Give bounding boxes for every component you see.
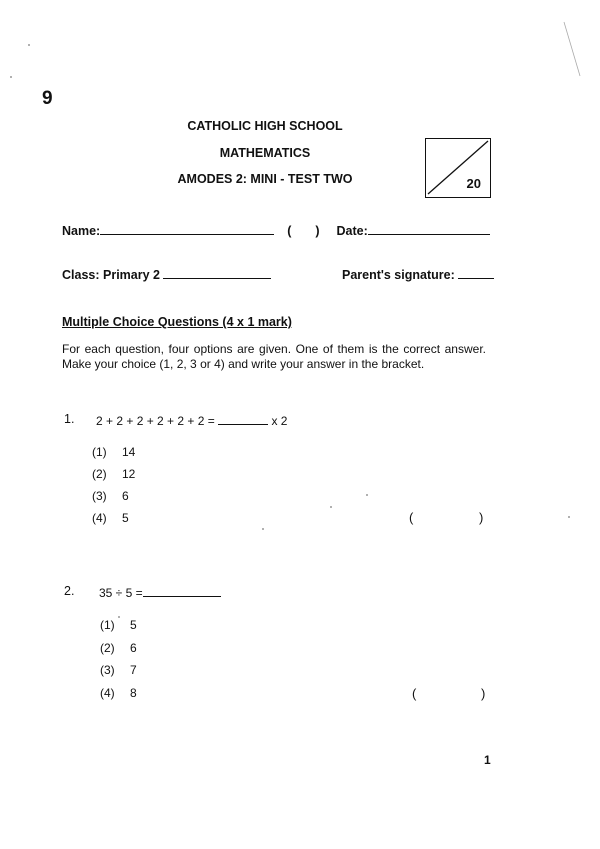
index-paren-open: ( (287, 224, 292, 238)
scan-speck (366, 494, 368, 496)
class-label: Class: Primary 2 (62, 268, 160, 282)
question-2-option-1[interactable] (100, 618, 137, 632)
scan-mark (560, 20, 590, 80)
option-value: 14 (122, 445, 136, 459)
index-paren-close: ) (315, 224, 320, 238)
option-number: (1) (100, 618, 115, 632)
scan-speck (262, 528, 264, 530)
scan-speck (10, 76, 12, 78)
question-1-answer-close: ) (479, 510, 484, 525)
name-blank[interactable] (100, 222, 274, 235)
parent-signature-blank[interactable] (458, 266, 494, 279)
question-2-answer-open: ( (412, 686, 417, 701)
option-number: (4) (92, 511, 107, 525)
question-1-option-1[interactable] (92, 445, 135, 459)
question-1-answer-open: ( (409, 510, 414, 525)
question-2-option-4[interactable] (100, 686, 137, 700)
question-2-text (99, 584, 221, 600)
school-name: CATHOLIC HIGH SCHOOL (187, 119, 343, 133)
page-marker: 9 (42, 88, 53, 109)
score-box (425, 138, 491, 198)
option-value: 6 (122, 489, 129, 503)
question-2-option-3[interactable] (100, 663, 137, 677)
option-number: (3) (100, 663, 115, 677)
question-2-expression: 35 ÷ 5 = (99, 586, 143, 600)
scan-speck (28, 44, 30, 46)
option-value: 7 (130, 663, 137, 677)
question-2-blank[interactable] (143, 584, 221, 597)
option-number: (4) (100, 686, 115, 700)
question-1-expression: 2 + 2 + 2 + 2 + 2 + 2 = (96, 414, 215, 428)
question-2-answer-close: ) (481, 686, 486, 701)
parent-signature-label: Parent's signature: (342, 268, 455, 282)
scan-speck (568, 516, 570, 518)
class-blank[interactable] (163, 266, 271, 279)
question-1-answer-blank[interactable] (420, 508, 476, 526)
question-1-text (96, 412, 287, 428)
name-label: Name: (62, 224, 101, 238)
date-label: Date: (336, 224, 368, 238)
question-1-number: 1. (64, 412, 75, 426)
instructions: For each question, four options are given. One of them is the correct answer. Make your choice (1, 2, 3 or 4) and write your answer in the bracket. (62, 342, 486, 371)
question-1-option-2[interactable] (92, 467, 135, 481)
option-value: 12 (122, 467, 136, 481)
option-value: 5 (122, 511, 129, 525)
option-number: (3) (92, 489, 107, 503)
scan-speck (330, 506, 332, 508)
parent-signature-row (342, 266, 494, 282)
question-1-multiplier: x 2 (271, 414, 288, 428)
date-blank[interactable] (368, 222, 490, 235)
question-1-blank[interactable] (218, 412, 268, 425)
option-value: 8 (130, 686, 137, 700)
question-1-option-4[interactable] (92, 511, 129, 525)
name-date-row (62, 222, 490, 238)
option-value: 5 (130, 618, 137, 632)
question-2-option-2[interactable] (100, 641, 137, 655)
question-1-option-3[interactable] (92, 489, 129, 503)
question-2-number: 2. (64, 584, 75, 598)
option-number: (2) (100, 641, 115, 655)
class-row (62, 266, 271, 282)
score-total: 20 (466, 176, 481, 191)
section-title: Multiple Choice Questions (4 x 1 mark) (62, 315, 292, 329)
option-number: (2) (92, 467, 107, 481)
option-value: 6 (130, 641, 137, 655)
question-2-answer-blank[interactable] (423, 684, 479, 702)
page-number: 1 (484, 753, 491, 767)
subject-title: MATHEMATICS (219, 146, 311, 160)
option-number: (1) (92, 445, 107, 459)
test-title: AMODES 2: MINI - TEST TWO (177, 172, 353, 186)
scan-speck (118, 616, 120, 618)
